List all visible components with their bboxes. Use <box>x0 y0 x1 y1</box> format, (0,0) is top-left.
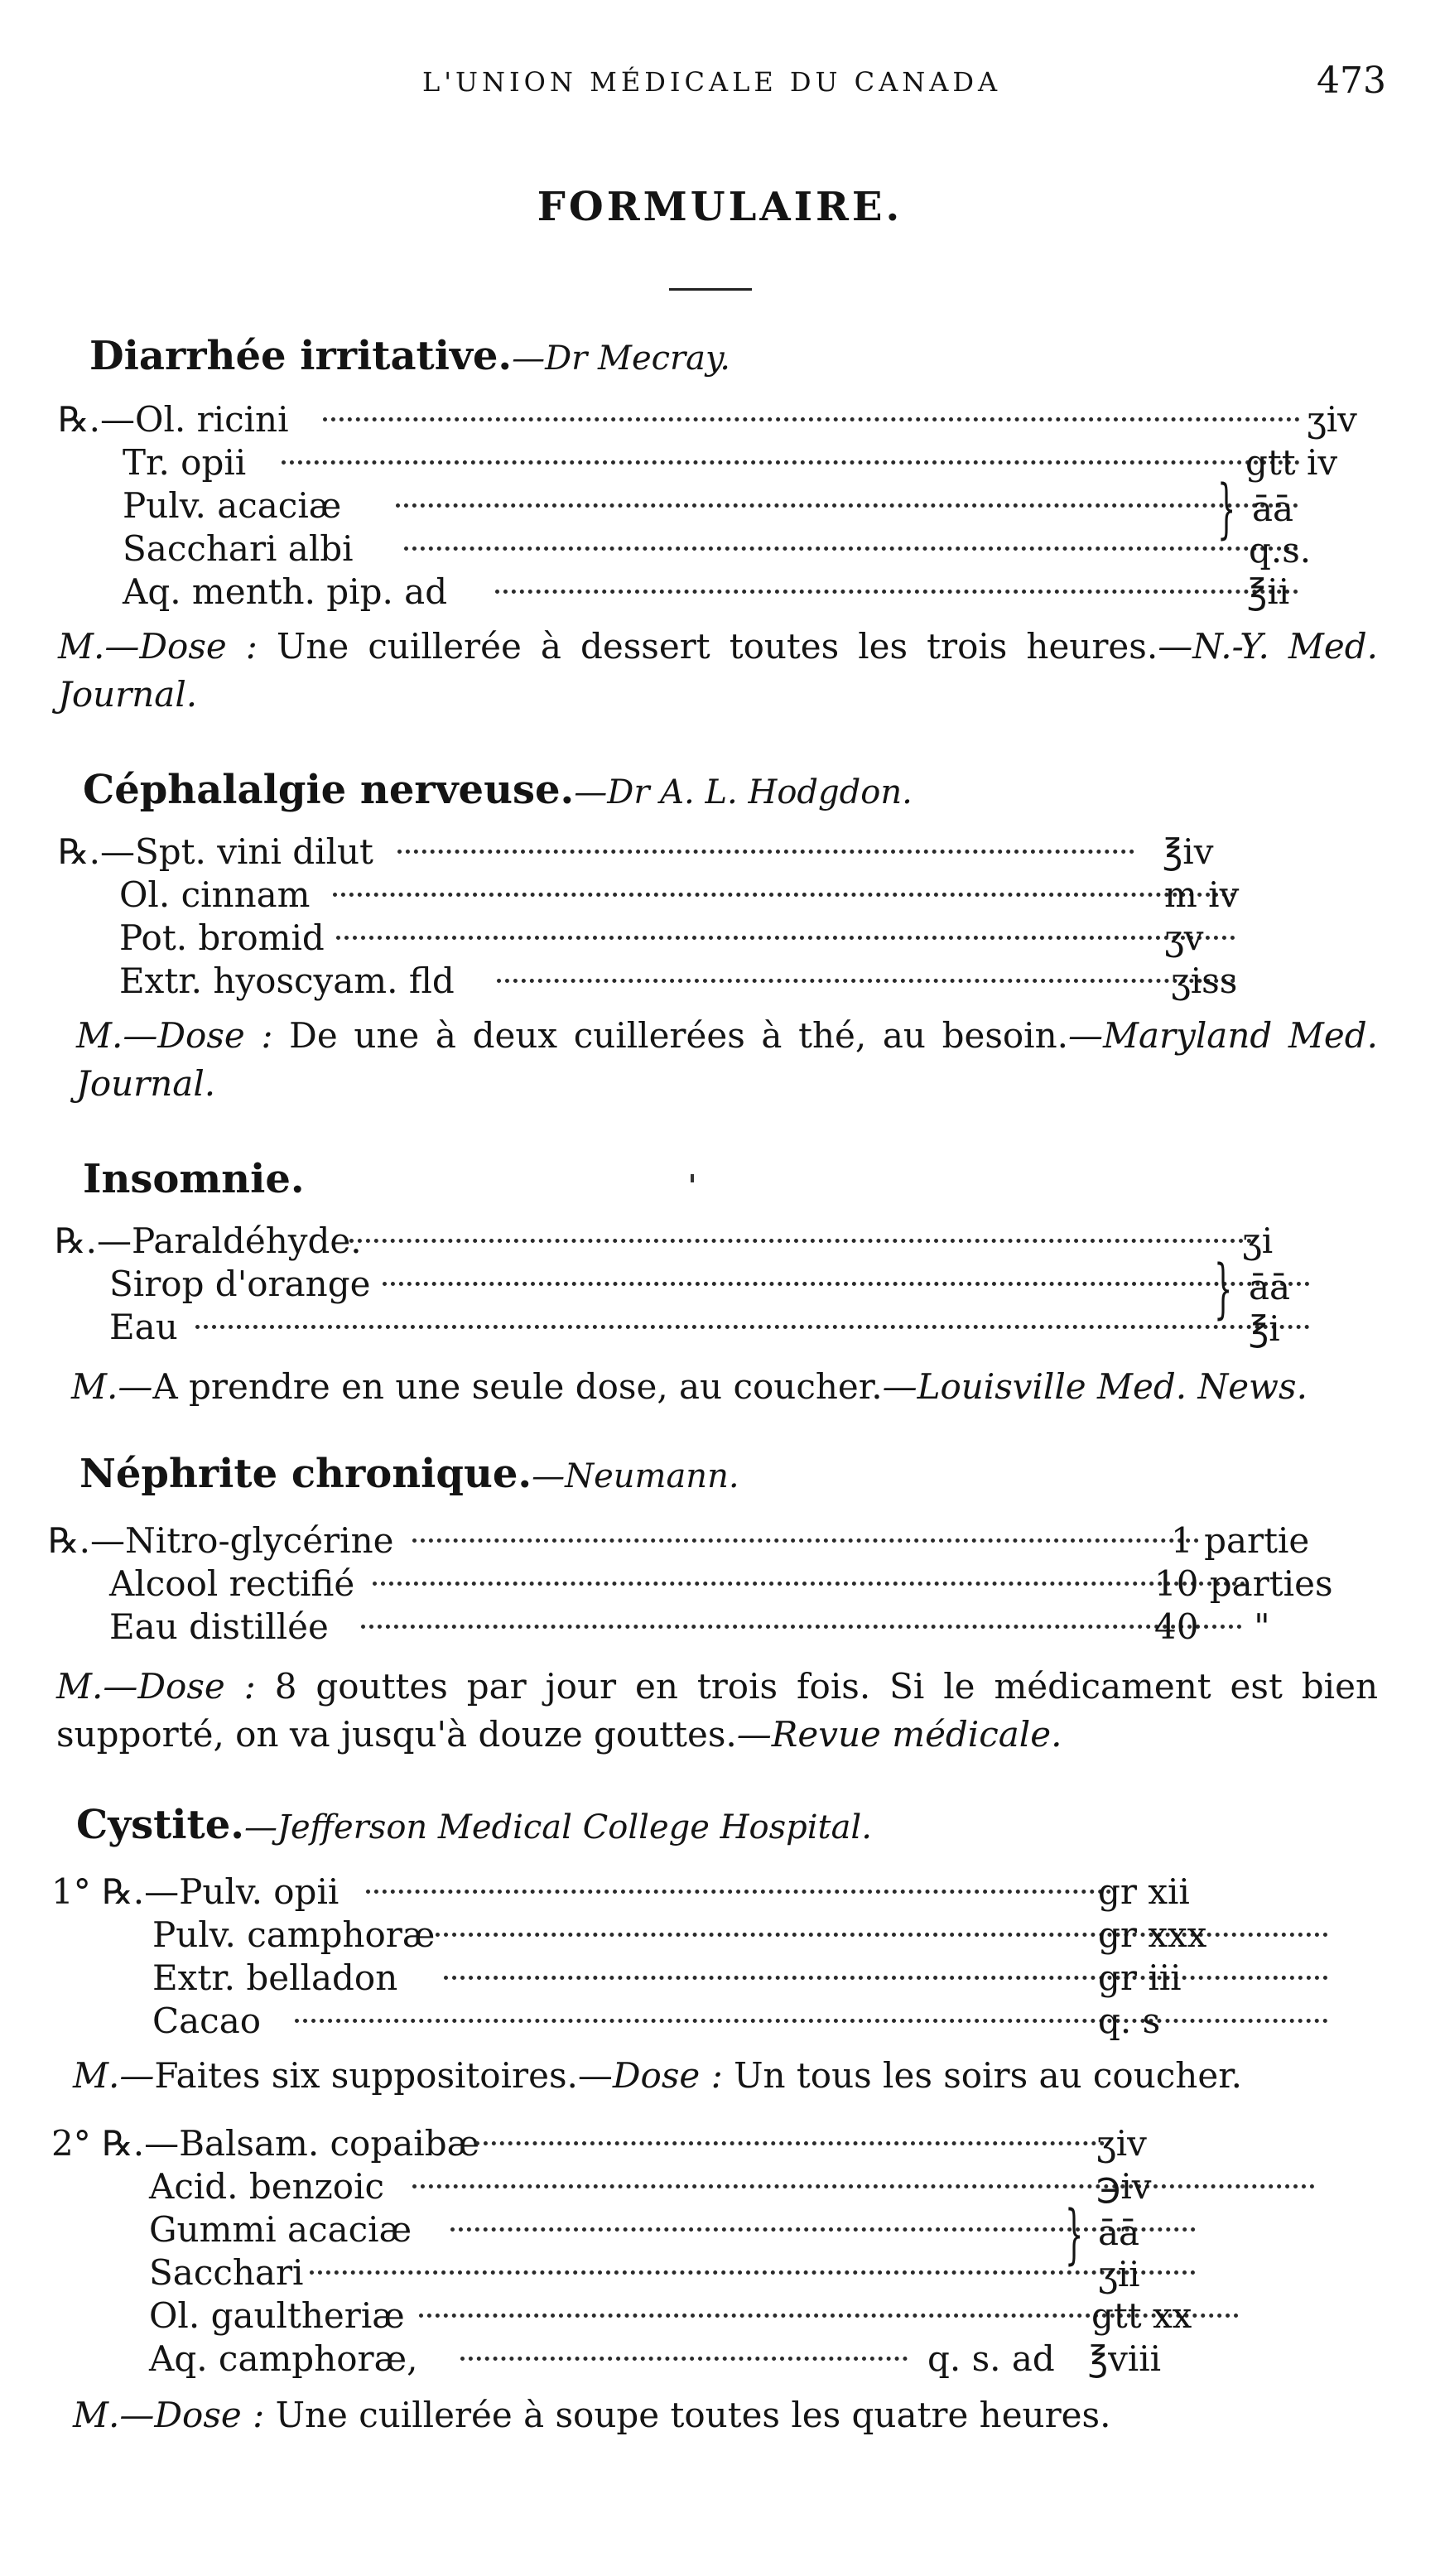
rx-ingredient: Pulv. acaciæ <box>123 485 342 526</box>
rx-quantity: gr iii <box>1098 1957 1182 1998</box>
running-head <box>0 60 1440 109</box>
rx-ingredient: Tr. opii <box>123 442 247 483</box>
leader-dots <box>495 590 1298 594</box>
leader-dots <box>373 1582 1245 1586</box>
rx-quantity: ʒiv <box>1307 399 1357 440</box>
section-heading: Cystite.—Jefferson Medical College Hospital. <box>76 1802 872 1848</box>
leader-dots <box>412 2184 1315 2188</box>
page-title: FORMULAIRE. <box>537 184 903 230</box>
leader-dots <box>349 1239 1252 1243</box>
leader-dots <box>295 2019 1328 2023</box>
dosage-note: M.—Dose : De une à deux cuillerées à thé, au besoin.—Maryland Med. Journal. <box>76 1015 1378 1104</box>
leader-dots <box>336 936 1235 940</box>
leader-dots <box>397 850 1134 854</box>
leader-dots <box>460 2357 908 2361</box>
section-heading: Insomnie. <box>83 1156 305 1202</box>
rx-quantity: gtt xx <box>1091 2295 1192 2336</box>
rx-quantity: 40 " <box>1154 1606 1270 1647</box>
rx-line <box>123 442 1389 485</box>
journal-title: L'UNION MÉDICALE DU CANADA <box>422 66 1002 98</box>
rx-quantity: 10 parties <box>1154 1563 1333 1604</box>
section-author: —Dr Mecray. <box>512 339 730 378</box>
section-heading: Céphalalgie nerveuse.—Dr A. L. Hodgdon. <box>83 767 913 813</box>
rx-quantity: gtt iv <box>1245 442 1338 483</box>
leader-dots <box>475 2141 1105 2145</box>
rx-quantity: m iv <box>1164 874 1240 915</box>
rx-line <box>58 399 1383 442</box>
leader-dots <box>195 1325 1310 1329</box>
brace: } <box>1217 472 1236 546</box>
leader-dots <box>383 1282 1310 1286</box>
leader-dots <box>412 1538 1199 1543</box>
rx-quantity: ℥iv <box>1163 831 1214 872</box>
dosage-note: M.—Dose : Une cuillerée à soupe toutes les quatre heures. <box>73 2395 1111 2435</box>
section-heading: Néphrite chronique.—Neumann. <box>79 1451 739 1497</box>
leader-dots <box>282 460 1300 465</box>
title-rule <box>669 288 752 291</box>
leader-dots <box>444 1976 1328 1980</box>
rx-quantity: ʒi <box>1242 1221 1274 1261</box>
dosage-note: M.—Dose : Une cuillerée à dessert toutes les trois heures.—N.-Y. Med. Journal. <box>58 626 1379 715</box>
leader-dots <box>310 2270 1196 2275</box>
page-number: 473 <box>1317 60 1386 102</box>
leader-dots <box>361 1625 1242 1629</box>
rx-ingredient: Sacchari albi <box>123 528 354 569</box>
rx-quantity: 1 partie <box>1171 1520 1310 1561</box>
dosage-note: M.—Faites six suppositoires.—Dose : Un tous les soirs au coucher. <box>73 2055 1243 2096</box>
rx-line <box>123 528 1365 571</box>
leader-dots <box>366 1890 1111 1894</box>
rx-quantity: ʒv <box>1164 917 1204 958</box>
rx-line <box>123 571 1365 614</box>
rx-ingredient: Aq. menth. pip. ad <box>123 571 448 612</box>
leader-dots <box>497 979 1235 983</box>
dosage-note: M.—Dose : 8 gouttes par jour en trois fois. Si le médicament est bien supporté, on va jusqu'à douze gouttes.—Revue médicale. <box>56 1666 1378 1755</box>
rx-quantity: ℈iv <box>1096 2166 1152 2207</box>
rx-ingredient: ℞.—Ol. ricini <box>58 399 289 440</box>
leader-dots <box>396 503 1298 508</box>
section-name: Diarrhée irritative. <box>89 333 513 379</box>
brace: } <box>1214 1252 1233 1327</box>
ink-speck <box>691 1174 694 1182</box>
rx-quantity: ℥ii <box>1247 571 1290 612</box>
rx-line <box>123 485 1365 528</box>
rx-quantity: q. s. ad ℥viii <box>927 2338 1162 2379</box>
leader-dots <box>323 417 1300 421</box>
rx-quantity: q. s <box>1098 2001 1161 2041</box>
brace: } <box>1065 2198 1084 2272</box>
dosage-note: M.—A prendre en une seule dose, au coucher.—Louisville Med. News. <box>71 1366 1308 1407</box>
leader-dots <box>450 2227 1196 2232</box>
rx-quantity: gr xxx <box>1098 1914 1207 1955</box>
rx-mark: ℞.— <box>58 399 136 440</box>
rx-quantity: ʒiss <box>1171 961 1238 1001</box>
leader-dots <box>404 546 1298 551</box>
journal-page: L'UNION MÉDICALE DU CANADA 473 FORMULAIRE. Diarrhée irritative.—Dr Mecray. ℞.—Ol. ricini ʒiv Tr. opii gtt iv Pulv. acaciæ Sacchari albi } āā q.s. Aq. menth. pip. ad ℥ii M.—Dose : Une cuillerée à dessert toutes les trois heures.—N.-Y. Med. Journal. Céphalalgie nerveuse.—Dr A. L. Hodgdon. ℞.—Spt. vini dilut ℥iv Ol. cinnam m iv Pot. bromid ʒv Extr. hyoscyam. fld ʒiss M.—Dose : De une à deux cuillerées à thé, au besoin.—Maryland Med. Journal. Insomnie. ℞.—Paraldéhyde. ʒi Sirop d'orange Eau } āā ℥i M.—A prendre en une seule dose, au coucher.—Louisville Med. News. Néphrite chronique.—Neumann. ℞.—Nitro-glycérine 1 partie Alcool rectifié 10 parties Eau distillée 40 " M.—Dose : 8 gouttes par jour en trois fois. Si le médicament est bien supporté, on va jusqu'à douze gouttes.—Revue médicale. Cystite.—Jefferson Medical College Hospital. 1° ℞.—Pulv. opii gr xii Pulv. camphoræ gr xxx Extr. belladon gr iii Cacao q. s M.—Faites six suppositoires.—Dose : Un tous les soirs au coucher. 2° ℞.—Balsam. copaibæ ʒiv Acid. benzoic ℈iv Gummi acaciæ Sacchari } āā ʒii Ol. gaultheriæ gtt xx Aq. camphoræ, q. s. ad ℥viii M.—Dose : Une cuillerée à soupe toutes les quatre heures. <box>0 0 1440 2576</box>
section-heading <box>89 333 730 379</box>
rx-quantity: ʒiv <box>1096 2123 1147 2164</box>
leader-dots <box>333 893 1235 897</box>
rx-quantity: gr xii <box>1098 1871 1190 1912</box>
